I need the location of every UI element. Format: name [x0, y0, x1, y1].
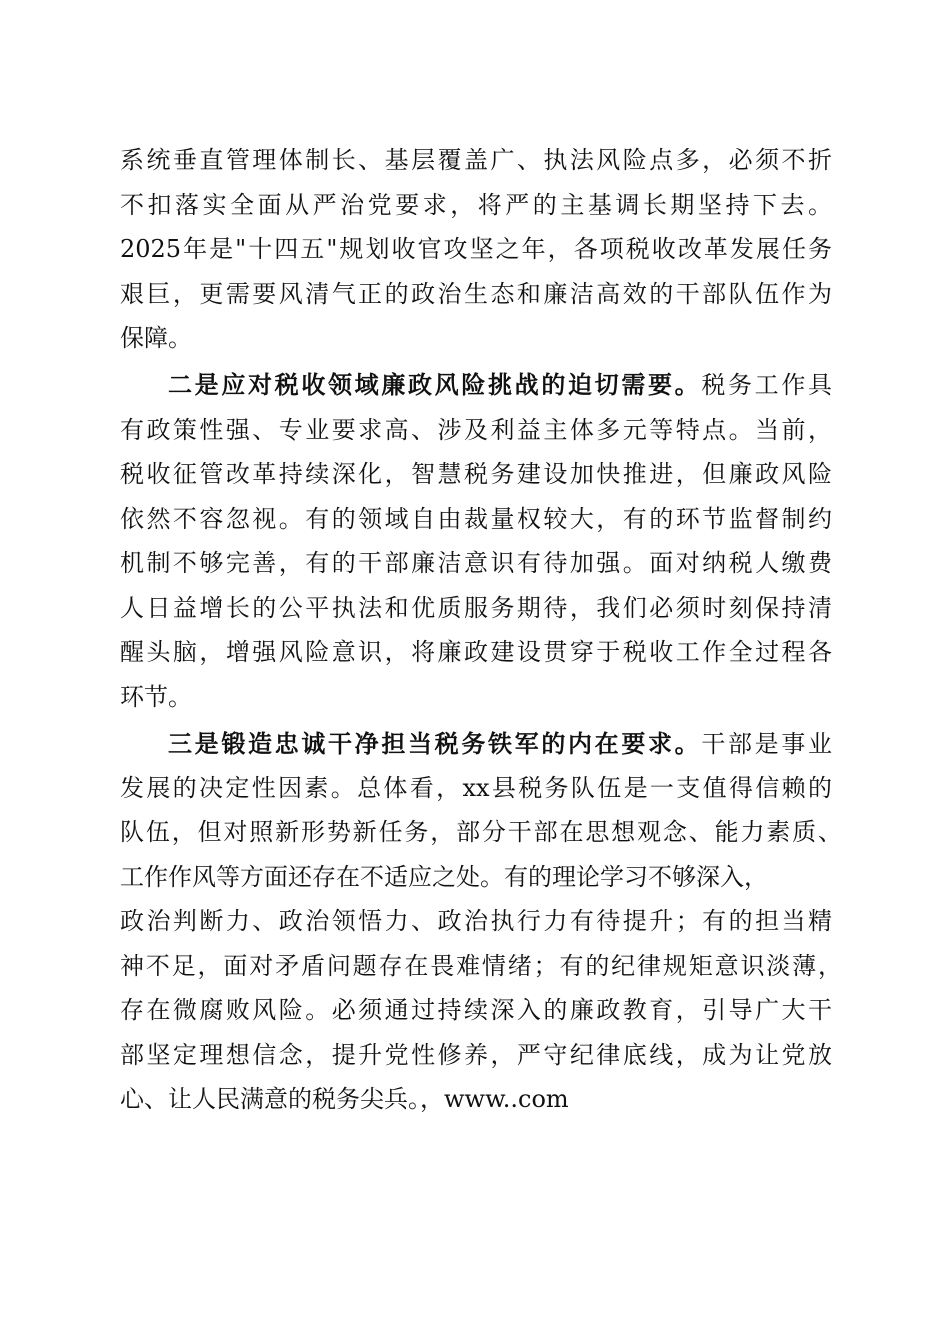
paragraph-first-line	[168, 729, 832, 759]
text-line: 环节。	[120, 683, 192, 711]
text-span: 税务工作具	[701, 371, 833, 399]
paragraph-first-line	[168, 370, 832, 400]
text-line: 依然不容忽视。有的领域自由裁量权较大，有的环节监督制约	[120, 505, 832, 533]
text-line: 神不足，面对矛盾问题存在畏难情绪；有的纪律规矩意识淡薄，	[120, 952, 842, 980]
text-line: 人日益增长的公平执法和优质服务期待，我们必须时刻保持清	[120, 594, 832, 622]
text-line: 醒头脑，增强风险意识，将廉政建设贯穿于税收工作全过程各	[120, 638, 832, 666]
text-line: 部坚定理想信念，提升党性修养，严守纪律底线，成为让党放	[120, 1041, 832, 1069]
text-line: 不扣落实全面从严治党要求，将严的主基调长期坚持下去。	[120, 191, 832, 219]
text-line: 税收征管改革持续深化，智慧税务建设加快推进，但廉政风险	[120, 460, 832, 488]
text-line: 2025年是"十四五"规划收官攻坚之年，各项税收改革发展任务	[120, 235, 832, 263]
paragraph-lead: 二是应对税收领域廉政风险挑战的迫切需要。	[168, 370, 702, 399]
text-line: 系统垂直管理体制长、基层覆盖广、执法风险点多，必须不折	[120, 146, 832, 174]
paragraph-lead: 三是锻造忠诚干净担当税务铁军的内在要求。	[168, 729, 702, 758]
text-line: 保障。	[120, 324, 192, 352]
text-line: 存在微腐败风险。必须通过持续深入的廉政教育，引导广大干	[120, 996, 832, 1024]
text-line: 队伍，但对照新形势新任务，部分干部在思想观念、能力素质、	[120, 818, 842, 846]
text-line: 发展的决定性因素。总体看，xx县税务队伍是一支值得信赖的	[120, 774, 832, 802]
text-line: 工作作风等方面还存在不适应之处。有的理论学习不够深入，	[120, 863, 768, 891]
text-line: 心、让人民满意的税务尖兵。，www..com	[120, 1085, 569, 1113]
text-line: 机制不够完善，有的干部廉洁意识有待加强。面对纳税人缴费	[120, 549, 832, 577]
text-span: 干部是事业	[701, 730, 833, 758]
text-line: 政治判断力、政治领悟力、政治执行力有待提升；有的担当精	[120, 907, 832, 935]
text-line: 艰巨，更需要风清气正的政治生态和廉洁高效的干部队伍作为	[120, 280, 832, 308]
text-line: 有政策性强、专业要求高、涉及利益主体多元等特点。当前，	[120, 416, 832, 444]
